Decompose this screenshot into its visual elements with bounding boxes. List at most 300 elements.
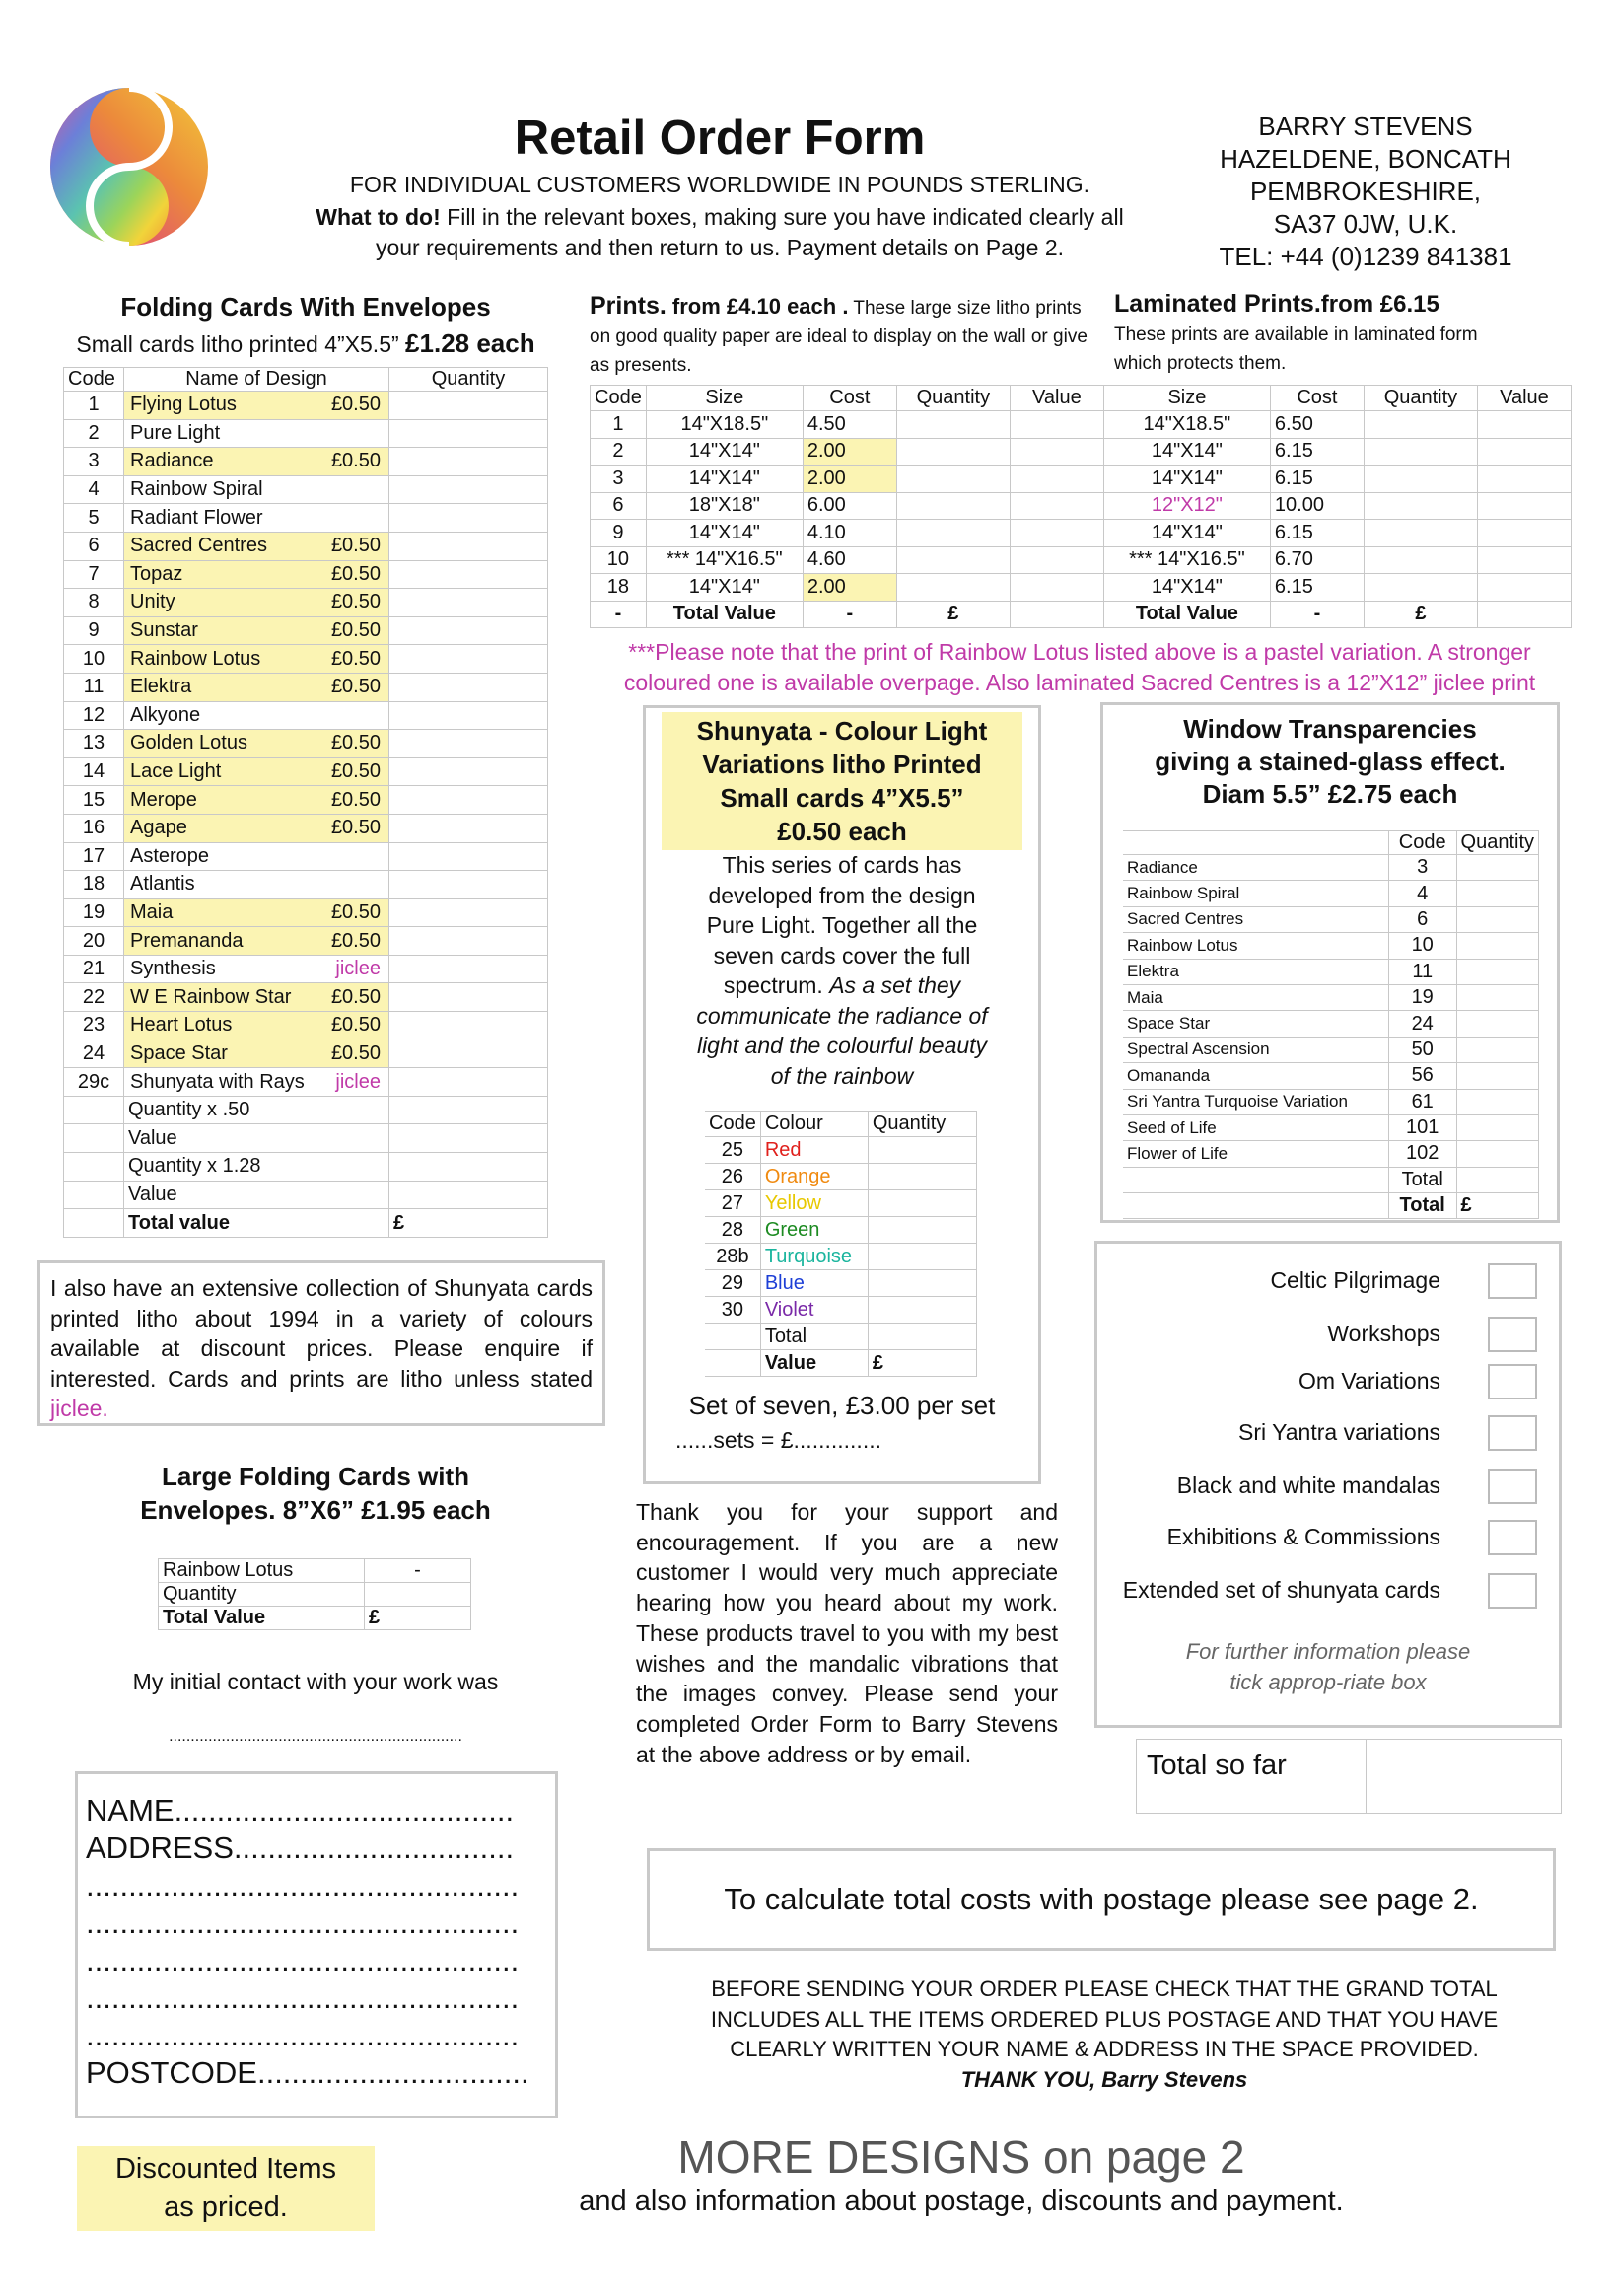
window-title-line: Diam 5.5” £2.75 each xyxy=(1202,779,1458,809)
table-row xyxy=(64,842,548,871)
card-quantity[interactable] xyxy=(389,504,548,533)
print-quantity[interactable] xyxy=(896,574,1010,602)
prints-title: Prints. xyxy=(590,292,667,320)
print-value[interactable] xyxy=(1010,520,1103,547)
laminated-title: Laminated Prints. xyxy=(1114,290,1321,318)
card-name-cell xyxy=(124,842,389,871)
col-header: Quantity xyxy=(1364,386,1477,411)
info-option-label: Sri Yantra variations xyxy=(1238,1419,1440,1445)
card-name: Unity xyxy=(130,591,175,613)
print-size: 14"X14" xyxy=(646,520,803,547)
col-header: Value xyxy=(1010,386,1103,411)
card-name-cell xyxy=(124,1068,389,1097)
laminated-size: 12"X12" xyxy=(1103,492,1270,520)
colour-quantity[interactable] xyxy=(868,1164,976,1190)
card-name-cell xyxy=(124,673,389,701)
large-row-value: - xyxy=(365,1559,471,1583)
window-quantity[interactable] xyxy=(1456,1037,1538,1062)
table-row xyxy=(64,757,548,786)
window-quantity[interactable] xyxy=(1456,1114,1538,1140)
card-price: £0.50 xyxy=(330,900,381,923)
folding-cards-price: £1.28 each xyxy=(405,328,535,358)
summary-value[interactable] xyxy=(389,1153,548,1182)
card-quantity[interactable] xyxy=(389,1040,548,1068)
table-row xyxy=(591,520,1572,547)
window-total-pound: £ xyxy=(1456,1192,1538,1218)
laminated-value[interactable] xyxy=(1477,546,1571,574)
table-row xyxy=(1123,1063,1539,1089)
card-code: 14 xyxy=(64,757,124,786)
address-line: TEL: +44 (0)1239 841381 xyxy=(1219,242,1512,271)
card-price: jiclee xyxy=(335,958,381,980)
table-row xyxy=(64,560,548,589)
card-quantity[interactable] xyxy=(389,701,548,730)
card-price: £0.50 xyxy=(330,817,381,839)
shunyata-title xyxy=(662,712,1022,850)
address-line: SA37 0JW, U.K. xyxy=(1273,209,1458,239)
info-checkbox[interactable] xyxy=(1488,1415,1537,1451)
total-code: - xyxy=(591,601,647,628)
info-option-label: Om Variations xyxy=(1298,1368,1440,1394)
summary-row xyxy=(64,1181,548,1209)
table-row xyxy=(591,546,1572,574)
laminated-cost: 6.15 xyxy=(1270,438,1364,466)
window-name: Rainbow Lotus xyxy=(1123,933,1388,959)
card-name: Alkyone xyxy=(130,703,201,726)
address-line: BARRY STEVENS xyxy=(1258,111,1473,141)
table-row xyxy=(64,1012,548,1040)
card-price: £0.50 xyxy=(330,1014,381,1037)
shunyata-title-line: £0.50 each xyxy=(777,817,907,846)
card-price: £0.50 xyxy=(330,591,381,613)
address-line: PEMBROKESHIRE, xyxy=(1249,177,1482,206)
print-code: 10 xyxy=(591,546,647,574)
window-quantity[interactable] xyxy=(1456,1141,1538,1167)
card-price: £0.50 xyxy=(330,732,381,754)
print-size: 14"X14" xyxy=(646,466,803,493)
summary-row xyxy=(64,1124,548,1153)
print-code: 18 xyxy=(591,574,647,602)
initial-contact-label: My initial contact with your work was xyxy=(132,1669,499,1694)
table-row xyxy=(705,1297,977,1324)
window-quantity[interactable] xyxy=(1456,959,1538,984)
table-row xyxy=(591,492,1572,520)
window-quantity[interactable] xyxy=(1456,881,1538,906)
card-name-cell xyxy=(124,448,389,476)
large-row-pound: £ xyxy=(365,1607,471,1630)
colour-name: Turquoise xyxy=(760,1244,868,1270)
total-so-far-label: Total so far xyxy=(1147,1750,1287,1781)
address-block xyxy=(1183,110,1548,273)
set-of-seven: Set of seven, £3.00 per set xyxy=(688,1391,996,1420)
print-code: 1 xyxy=(591,411,647,439)
window-table xyxy=(1123,830,1539,1219)
total-row xyxy=(591,601,1572,628)
card-name: Heart Lotus xyxy=(130,1014,233,1037)
initial-contact-field[interactable]: ................................................................... xyxy=(169,1728,462,1745)
laminated-value[interactable] xyxy=(1477,520,1571,547)
discounted-items-note xyxy=(77,2146,375,2231)
window-name: Flower of Life xyxy=(1123,1141,1388,1167)
address-line-field[interactable]: ................................................... xyxy=(86,1905,520,1940)
card-code: 10 xyxy=(64,645,124,674)
window-quantity[interactable] xyxy=(1456,984,1538,1010)
card-name-cell xyxy=(124,616,389,645)
card-price: £0.50 xyxy=(330,535,381,557)
info-option-label: Exhibitions & Commissions xyxy=(1166,1524,1440,1549)
info-checkbox[interactable] xyxy=(1488,1263,1537,1299)
window-total-bold: Total xyxy=(1388,1192,1456,1218)
address-line-field[interactable]: ................................................... xyxy=(86,1943,520,1977)
print-size: *** 14"X16.5" xyxy=(646,546,803,574)
table-row xyxy=(1123,1037,1539,1062)
print-quantity[interactable] xyxy=(896,438,1010,466)
print-value[interactable] xyxy=(1010,574,1103,602)
card-price: £0.50 xyxy=(330,985,381,1008)
card-name-cell xyxy=(124,927,389,956)
print-code: 6 xyxy=(591,492,647,520)
laminated-quantity[interactable] xyxy=(1364,466,1477,493)
card-name: Space Star xyxy=(130,1041,228,1064)
total-pound: £ xyxy=(389,1209,548,1238)
card-quantity[interactable] xyxy=(389,927,548,956)
address-line-field[interactable]: ................................................... xyxy=(86,1868,520,1902)
table-row xyxy=(1123,906,1539,932)
card-code: 2 xyxy=(64,419,124,448)
window-quantity[interactable] xyxy=(1456,1063,1538,1089)
shunyata-box xyxy=(643,705,1041,1484)
shunyata-desc-line: of the rainbow xyxy=(770,1062,914,1089)
card-name: Elektra xyxy=(130,676,192,698)
colour-quantity[interactable] xyxy=(868,1297,976,1324)
window-quantity[interactable] xyxy=(1456,1011,1538,1037)
print-quantity[interactable] xyxy=(896,466,1010,493)
discounted-line: Discounted Items xyxy=(114,2153,337,2185)
colour-name: Red xyxy=(760,1137,868,1164)
card-quantity[interactable] xyxy=(389,532,548,560)
table-row xyxy=(705,1217,977,1244)
card-name-cell xyxy=(124,1040,389,1068)
card-name-cell xyxy=(124,532,389,560)
laminated-size: 14"X14" xyxy=(1103,574,1270,602)
window-code: 61 xyxy=(1388,1089,1456,1114)
print-value[interactable] xyxy=(1010,411,1103,439)
info-checkbox[interactable] xyxy=(1488,1364,1537,1399)
col-name: Name of Design xyxy=(124,368,389,392)
shunyata-desc-line: communicate the radiance of xyxy=(696,1002,988,1029)
card-price: £0.50 xyxy=(330,562,381,585)
col-header: Size xyxy=(1103,386,1270,411)
card-code: 24 xyxy=(64,1040,124,1068)
window-code: 19 xyxy=(1388,984,1456,1010)
card-name-cell xyxy=(124,475,389,504)
large-row-quantity: Quantity xyxy=(159,1583,365,1607)
card-name: Synthesis xyxy=(130,958,216,980)
card-quantity[interactable] xyxy=(389,589,548,617)
window-name: Sri Yantra Turquoise Variation xyxy=(1123,1089,1388,1114)
laminated-cost: 6.15 xyxy=(1270,520,1364,547)
card-quantity[interactable] xyxy=(389,616,548,645)
laminated-quantity[interactable] xyxy=(1364,411,1477,439)
address-line-field[interactable]: ................................................... xyxy=(86,1980,520,2015)
colour-quantity[interactable] xyxy=(868,1190,976,1217)
print-quantity[interactable] xyxy=(896,546,1010,574)
card-quantity[interactable] xyxy=(389,730,548,758)
print-cost: 6.00 xyxy=(803,492,896,520)
print-code: 9 xyxy=(591,520,647,547)
colour-code: 27 xyxy=(705,1190,760,1217)
table-row xyxy=(1123,984,1539,1010)
window-code: 11 xyxy=(1388,959,1456,984)
prints-note-line: coloured one is available overpage. Also laminated Sacred Centres is a 12”X12” jiclee print xyxy=(623,670,1536,695)
colour-quantity[interactable] xyxy=(868,1244,976,1270)
table-row xyxy=(64,814,548,842)
card-quantity[interactable] xyxy=(389,955,548,983)
table-row xyxy=(705,1190,977,1217)
print-value[interactable] xyxy=(1010,438,1103,466)
card-code: 21 xyxy=(64,955,124,983)
card-quantity[interactable] xyxy=(389,645,548,674)
laminated-value[interactable] xyxy=(1477,574,1571,602)
card-name: Flying Lotus xyxy=(130,394,237,416)
shunyata-desc-span: spectrum. xyxy=(723,972,823,998)
laminated-value[interactable] xyxy=(1477,492,1571,520)
table-row xyxy=(1123,855,1539,881)
col-code: Code xyxy=(1388,831,1456,855)
colour-code: 25 xyxy=(705,1137,760,1164)
shunyata-desc-italic: As a set they xyxy=(829,972,961,998)
info-checkbox[interactable] xyxy=(1488,1317,1537,1352)
window-code: 3 xyxy=(1388,855,1456,881)
laminated-quantity[interactable] xyxy=(1364,546,1477,574)
card-code: 22 xyxy=(64,983,124,1012)
total-pound: £ xyxy=(896,601,1010,628)
table-row xyxy=(591,466,1572,493)
card-name: Topaz xyxy=(130,562,183,585)
address-line-field[interactable]: ................................................... xyxy=(86,2018,520,2052)
prints-desc: These large size litho prints on good quality paper are ideal to display on the wall or give as presents. xyxy=(590,298,1088,376)
table-row xyxy=(64,701,548,730)
logo xyxy=(45,83,213,251)
large-cards-table xyxy=(158,1558,471,1630)
card-quantity[interactable] xyxy=(389,673,548,701)
print-value[interactable] xyxy=(1010,492,1103,520)
info-checkbox-box xyxy=(1094,1241,1562,1728)
postcode-field[interactable]: POSTCODE................................ xyxy=(86,2055,529,2090)
card-name: Merope xyxy=(130,788,197,811)
summary-value[interactable] xyxy=(389,1124,548,1153)
card-quantity[interactable] xyxy=(389,1068,548,1097)
print-size: 14"X14" xyxy=(646,438,803,466)
print-quantity[interactable] xyxy=(896,520,1010,547)
postage-note-box xyxy=(647,1848,1556,1951)
table-row xyxy=(64,983,548,1012)
table-row xyxy=(64,475,548,504)
window-box xyxy=(1100,702,1560,1223)
card-name-cell xyxy=(124,757,389,786)
shunyata-value-label: Value xyxy=(760,1350,868,1377)
window-quantity[interactable] xyxy=(1456,906,1538,932)
laminated-quantity[interactable] xyxy=(1364,520,1477,547)
colour-name: Yellow xyxy=(760,1190,868,1217)
laminated-value[interactable] xyxy=(1477,438,1571,466)
card-name: Agape xyxy=(130,817,187,839)
window-code: 101 xyxy=(1388,1114,1456,1140)
colour-code: 26 xyxy=(705,1164,760,1190)
print-cost: 4.60 xyxy=(803,546,896,574)
colour-name: Blue xyxy=(760,1270,868,1297)
card-quantity[interactable] xyxy=(389,814,548,842)
summary-row xyxy=(64,1153,548,1182)
collection-text: I also have an extensive collection of Shunyata cards printed litho about 1994 in a variety of colours available at discount prices. Please enquire if interested. Cards and prints are litho unless stated xyxy=(50,1275,593,1392)
prints-from: from £4.10 each . xyxy=(666,294,849,319)
shunyata-desc-line: seven cards cover the full xyxy=(713,942,971,969)
card-price: £0.50 xyxy=(330,450,381,472)
print-quantity[interactable] xyxy=(896,411,1010,439)
colour-quantity[interactable] xyxy=(868,1217,976,1244)
col-quantity: Quantity xyxy=(389,368,548,392)
window-name: Maia xyxy=(1123,984,1388,1010)
card-price: £0.50 xyxy=(330,647,381,670)
card-price: £0.50 xyxy=(330,788,381,811)
table-row xyxy=(64,616,548,645)
colour-quantity[interactable] xyxy=(868,1270,976,1297)
info-checkbox[interactable] xyxy=(1488,1573,1537,1609)
total-so-far-box xyxy=(1136,1739,1562,1814)
print-quantity[interactable] xyxy=(896,492,1010,520)
table-row xyxy=(64,730,548,758)
card-code: 8 xyxy=(64,589,124,617)
prints-note xyxy=(552,637,1607,698)
card-code: 23 xyxy=(64,1012,124,1040)
laminated-value[interactable] xyxy=(1477,466,1571,493)
table-row xyxy=(591,411,1572,439)
shunyata-desc-line: developed from the design xyxy=(708,882,976,908)
summary-label: Value xyxy=(124,1181,389,1209)
collection-jiclee: jiclee. xyxy=(50,1396,108,1421)
card-name-cell xyxy=(124,419,389,448)
total-label: Total Value xyxy=(646,601,803,628)
card-quantity[interactable] xyxy=(389,448,548,476)
shunyata-title-line: Small cards 4”X5.5” xyxy=(720,783,964,813)
more-designs-title: MORE DESIGNS on page 2 xyxy=(677,2131,1245,2183)
window-title-line: giving a stained-glass effect. xyxy=(1155,747,1506,776)
card-name-cell xyxy=(124,898,389,927)
table-row xyxy=(64,871,548,899)
shunyata-description xyxy=(646,850,1038,1091)
shunyata-title-line: Shunyata - Colour Light xyxy=(696,716,988,746)
window-name: Sacred Centres xyxy=(1123,906,1388,932)
colour-quantity[interactable] xyxy=(868,1137,976,1164)
card-price: £0.50 xyxy=(330,676,381,698)
table-row xyxy=(64,392,548,420)
laminated-quantity[interactable] xyxy=(1364,492,1477,520)
card-quantity[interactable] xyxy=(389,560,548,589)
folding-cards-subtitle xyxy=(39,328,572,359)
card-name-cell xyxy=(124,955,389,983)
print-value[interactable] xyxy=(1010,466,1103,493)
info-option xyxy=(1097,1263,1559,1317)
print-cost: 4.50 xyxy=(803,411,896,439)
window-total-label: Total xyxy=(1388,1167,1456,1192)
card-quantity[interactable] xyxy=(389,757,548,786)
instructions-line-1: Fill in the relevant boxes, making sure you have indicated clearly all xyxy=(440,204,1124,230)
info-note xyxy=(1097,1636,1559,1697)
col-header: Value xyxy=(1477,386,1571,411)
card-quantity[interactable] xyxy=(389,842,548,871)
print-size: 14"X18.5" xyxy=(646,411,803,439)
card-name-cell xyxy=(124,589,389,617)
info-checkbox[interactable] xyxy=(1488,1469,1537,1504)
laminated-cost: 10.00 xyxy=(1270,492,1364,520)
summary-value[interactable] xyxy=(389,1096,548,1124)
laminated-cost: 6.50 xyxy=(1270,411,1364,439)
window-quantity[interactable] xyxy=(1456,855,1538,881)
instructions xyxy=(266,202,1173,263)
info-checkbox[interactable] xyxy=(1488,1520,1537,1555)
summary-value[interactable] xyxy=(389,1181,548,1209)
card-quantity[interactable] xyxy=(389,983,548,1012)
colour-code: 29 xyxy=(705,1270,760,1297)
card-quantity[interactable] xyxy=(389,1012,548,1040)
card-name-cell xyxy=(124,392,389,420)
name-field[interactable]: NAME........................................ xyxy=(86,1793,515,1828)
card-quantity[interactable] xyxy=(389,786,548,815)
before-line: BEFORE SENDING YOUR ORDER PLEASE CHECK THAT THE GRAND TOTAL xyxy=(711,1976,1498,2001)
window-name: Rainbow Spiral xyxy=(1123,881,1388,906)
table-row xyxy=(705,1244,977,1270)
laminated-value[interactable] xyxy=(1477,411,1571,439)
window-quantity[interactable] xyxy=(1456,1089,1538,1114)
instructions-line-2: your requirements and then return to us. Payment details on Page 2. xyxy=(375,235,1065,260)
card-name: Lace Light xyxy=(130,760,222,783)
card-quantity[interactable] xyxy=(389,475,548,504)
prints-note-line: ***Please note that the print of Rainbow Lotus listed above is a pastel variation. A stronger xyxy=(628,639,1531,665)
card-name: Radiant Flower xyxy=(130,506,263,529)
card-name: Maia xyxy=(130,900,174,923)
laminated-quantity[interactable] xyxy=(1364,438,1477,466)
card-quantity[interactable] xyxy=(389,871,548,899)
window-title-line: Window Transparencies xyxy=(1183,714,1477,744)
table-row xyxy=(64,504,548,533)
address-field[interactable]: ADDRESS................................. xyxy=(86,1830,515,1865)
card-code: 17 xyxy=(64,842,124,871)
card-quantity[interactable] xyxy=(389,419,548,448)
table-row xyxy=(1123,1089,1539,1114)
card-quantity[interactable] xyxy=(389,392,548,420)
shunyata-title-line: Variations litho Printed xyxy=(702,750,982,779)
card-name-cell xyxy=(124,504,389,533)
window-quantity[interactable] xyxy=(1456,933,1538,959)
col-header: Quantity xyxy=(896,386,1010,411)
print-size: 14"X14" xyxy=(646,574,803,602)
table-row xyxy=(64,1068,548,1097)
laminated-quantity[interactable] xyxy=(1364,574,1477,602)
total-label: Total value xyxy=(124,1209,389,1238)
large-cards-title-line: Envelopes. 8”X6” £1.95 each xyxy=(140,1495,491,1525)
card-name-cell xyxy=(124,701,389,730)
card-code: 13 xyxy=(64,730,124,758)
discounted-line: as priced. xyxy=(164,2191,288,2223)
folding-cards-table xyxy=(63,367,548,1238)
laminated-cost: 6.15 xyxy=(1270,466,1364,493)
total-so-far-field[interactable] xyxy=(1366,1740,1367,1813)
print-value[interactable] xyxy=(1010,546,1103,574)
card-name-cell xyxy=(124,645,389,674)
info-option-label: Celtic Pilgrimage xyxy=(1270,1267,1440,1293)
card-quantity[interactable] xyxy=(389,898,548,927)
table-row xyxy=(64,645,548,674)
